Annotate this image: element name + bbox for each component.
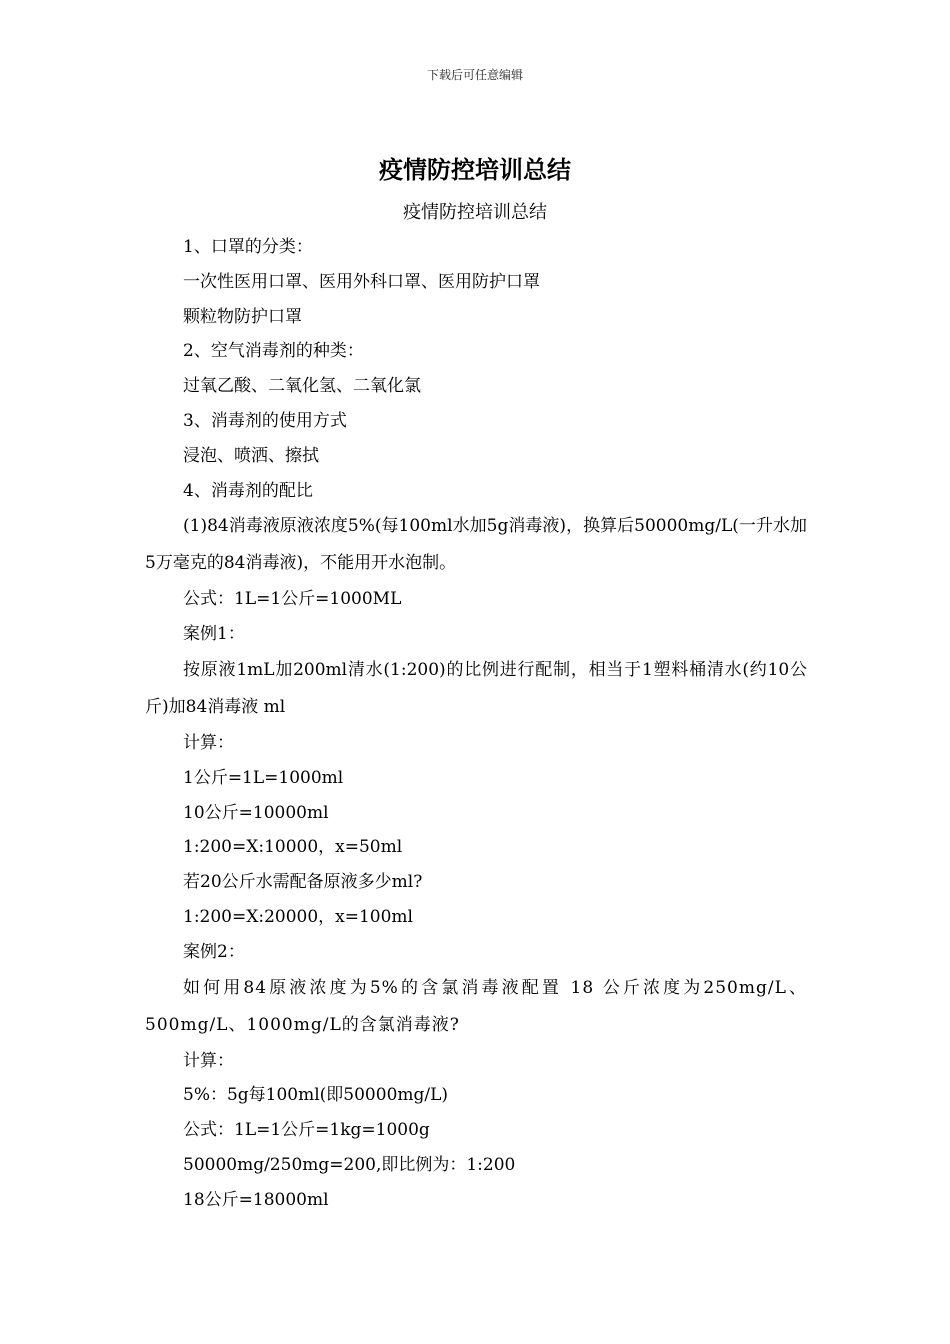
document-body	[145, 230, 807, 1218]
text-line: 过氧乙酸、二氧化氢、二氧化氯	[183, 376, 421, 397]
text-line: 1公斤=1L=1000ml	[183, 767, 344, 788]
text-line: 5%：5g每100ml(即50000mg/L)	[183, 1085, 449, 1106]
text-line: 1:200=X:20000，x=100ml	[183, 906, 413, 927]
paragraph-case-2: 如何用84原液浓度为5%的含氯消毒液配置 18 公斤浓度为250mg/L、500mg/L、1000mg/L的含氯消毒液?	[145, 977, 807, 1035]
section-heading-usage: 3、消毒剂的使用方式	[183, 410, 347, 431]
section-heading-air-disinfectant: 2、空气消毒剂的种类：	[183, 341, 364, 362]
section-heading-ratio: 4、消毒剂的配比	[183, 480, 313, 501]
paragraph-case-1: 按原液1mL加200ml清水(1:200)的比例进行配制，相当于1塑料桶清水(约10公斤)加84消毒液 ml	[145, 659, 807, 717]
text-line: 50000mg/250mg=200,即比例为：1:200	[183, 1154, 516, 1175]
text-line: 若20公斤水需配备原液多少ml?	[183, 872, 423, 893]
section-heading-mask-types: 1、口罩的分类：	[183, 237, 313, 257]
page-header-note: 下载后可任意编辑	[426, 68, 523, 82]
text-line: 一次性医用口罩、医用外科口罩、医用防护口罩	[183, 271, 540, 292]
text-line: 18公斤=18000ml	[183, 1189, 329, 1210]
text-line: 浸泡、喷洒、擦拭	[183, 445, 319, 466]
case-heading-2: 案例2：	[183, 941, 245, 962]
document-subtitle: 疫情防控培训总结	[403, 202, 547, 223]
text-line: 10公斤=10000ml	[183, 802, 329, 823]
document-title: 疫情防控培训总结	[379, 155, 571, 184]
text-line: 计算：	[183, 1050, 234, 1071]
formula-line: 公式：1L=1公斤=1kg=1000g	[183, 1120, 430, 1141]
formula-line: 公式：1L=1公斤=1000ML	[183, 589, 402, 610]
text-line: 1:200=X:10000，x=50ml	[183, 837, 403, 858]
text-line: 计算：	[183, 732, 234, 753]
paragraph-84-concentration: (1)84消毒液原液浓度5%(每100ml水加5g消毒液)，换算后50000mg/L(一升水加5万毫克的84消毒液)，不能用开水泡制。	[145, 516, 807, 574]
case-heading-1: 案例1：	[183, 624, 245, 645]
text-line: 颗粒物防护口罩	[183, 306, 302, 327]
